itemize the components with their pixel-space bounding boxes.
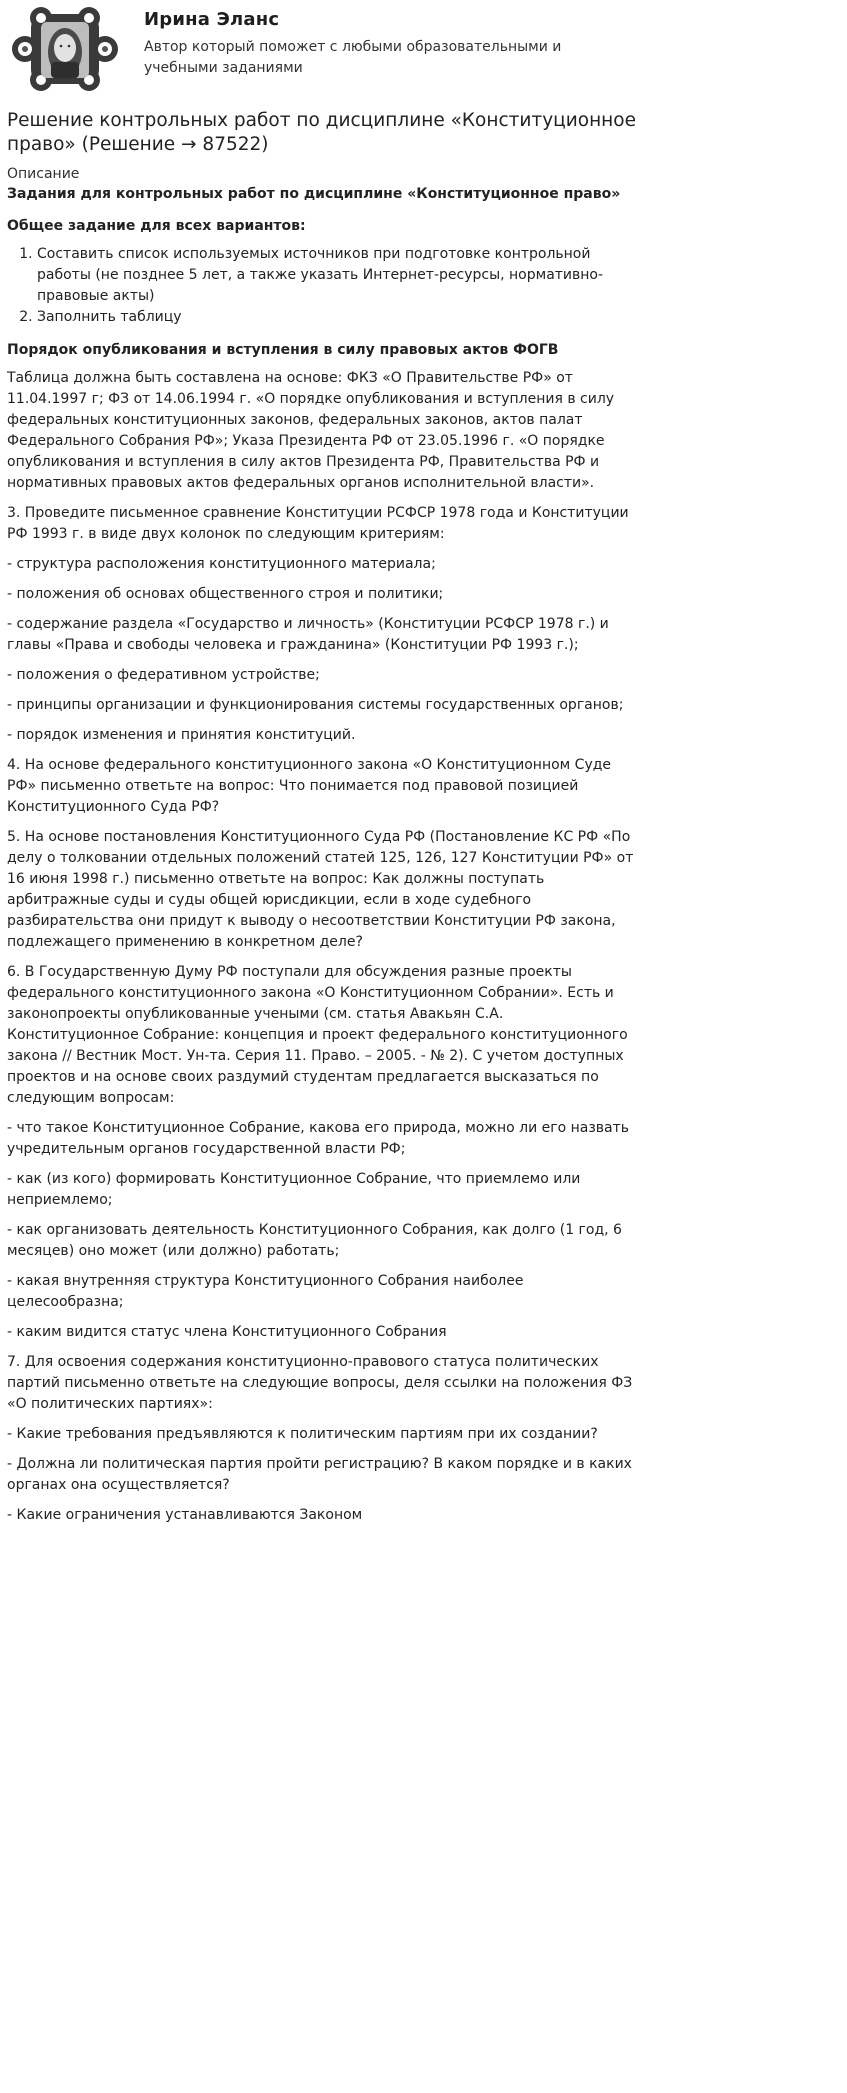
paragraph: - положения об основах общественного строя и политики; [7,586,444,602]
author-card [7,0,640,96]
paragraph: - как (из кого) формировать Конституционное Собрание, что приемлемо или неприемлемо; [7,1171,581,1208]
paragraph: 5. На основе постановления Конституционного Суда РФ (Постановление КС РФ «По делу о толковании отдельных положений статей 125, 126, 127 Конституции РФ» от 16 июня 1998 г.) письменно ответьте на вопрос: Как должны поступать арбитражные суды и суды общей юрисдикции, если в ходе судебного разбирательства они придут к выводу о несоответствии Конституции РФ закона, подлежащего применению в конкретном деле? [7,829,634,950]
author-name[interactable]: Ирина Эланс [144,9,280,30]
general-task-list [7,244,635,328]
paragraph: - каким видится статус члена Конституционного Собрания [7,1324,447,1340]
general-task-heading: Общее задание для всех вариантов: [7,218,306,234]
paragraph: 7. Для освоения содержания конституционно-правового статуса политических партий письменно ответьте на следующие вопросы, деля ссылки на положения ФЗ «О политических партиях»: [7,1354,633,1412]
page-title: Решение контрольных работ по дисциплине «Конституционное право» (Решение → 87522) [7,110,636,155]
paragraph: - структура расположения конституционного материала; [7,556,436,572]
paragraph: Таблица должна быть составлена на основе: ФКЗ «О Правительстве РФ» от 11.04.1997 г; ФЗ от 14.06.1994 г. «О порядке опубликования и вступления в силу федеральных конституционных законов, федеральных законов, актов палат Федерального Собрания РФ»; Указа Президента РФ от 23.05.1996 г. «О порядке опубликования и вступления в силу актов Президента РФ, Правительства РФ и нормативных правовых актов федеральных органов исполнительной власти». [7,370,615,491]
description-label: Описание [7,166,80,182]
paragraph: 4. На основе федерального конституционного закона «О Конституционном Суде РФ» письменно ответьте на вопрос: Что понимается под правовой позицией Конституционного Суда РФ? [7,757,612,815]
author-avatar[interactable] [11,4,119,94]
paragraph: - Должна ли политическая партия пройти регистрацию? В каком порядке и в каких органах она осуществляется? [7,1456,632,1493]
paragraph: - какая внутренняя структура Конституционного Собрания наиболее целесообразна; [7,1273,524,1310]
paragraph: 3. Проведите письменное сравнение Конституции РСФСР 1978 года и Конституции РФ 1993 г. в виде двух колонок по следующим критериям: [7,505,629,542]
paragraph: - Какие требования предъявляются к политическим партиям при их создании? [7,1426,598,1442]
list-item: 2. Заполнить таблицу [37,307,635,328]
paragraph: - содержание раздела «Государство и личность» (Конституции РСФСР 1978 г.) и главы «Права и свободы человека и гражданина» (Конституции РФ 1993 г.); [7,616,609,653]
content-heading: Задания для контрольных работ по дисциплине «Конституционное право» [7,186,621,202]
paragraph: - Какие ограничения устанавливаются Законом [7,1507,363,1523]
table-heading: Порядок опубликования и вступления в силу правовых актов ФОГВ [7,342,559,358]
paragraph: - что такое Конституционное Собрание, какова его природа, можно ли его назвать учредительным органов государственной власти РФ; [7,1120,630,1157]
list-item: 1. Составить список используемых источников при подготовке контрольной работы (не позднее 5 лет, а также указать Интернет-ресурсы, нормативно-правовые акты) [37,244,635,307]
paragraph: 6. В Государственную Думу РФ поступали для обсуждения разные проекты федерального конституционного закона «О Конституционном Собрании». Есть и законопроекты опубликованные учеными (см. статья Авакьян С.А. Конституционное Собрание: концепция и проект федерального конституционного закона // Вестник Мост. Ун-та. Серия 11. Право. – 2005. - № 2). С учетом доступных проектов и на основе своих раздумий студентам предлагается высказаться по следующим вопросам: [7,964,628,1106]
description-content [7,184,635,1526]
paragraph: - принципы организации и функционирования системы государственных органов; [7,697,624,713]
author-description: Автор который поможет с любыми образовательными и учебными заданиями [144,39,562,76]
paragraph: - как организовать деятельность Конституционного Собрания, как долго (1 год, 6 месяцев) оно может (или должно) работать; [7,1222,622,1259]
paragraph: - порядок изменения и принятия конституций. [7,727,356,743]
paragraph: - положения о федеративном устройстве; [7,667,320,683]
